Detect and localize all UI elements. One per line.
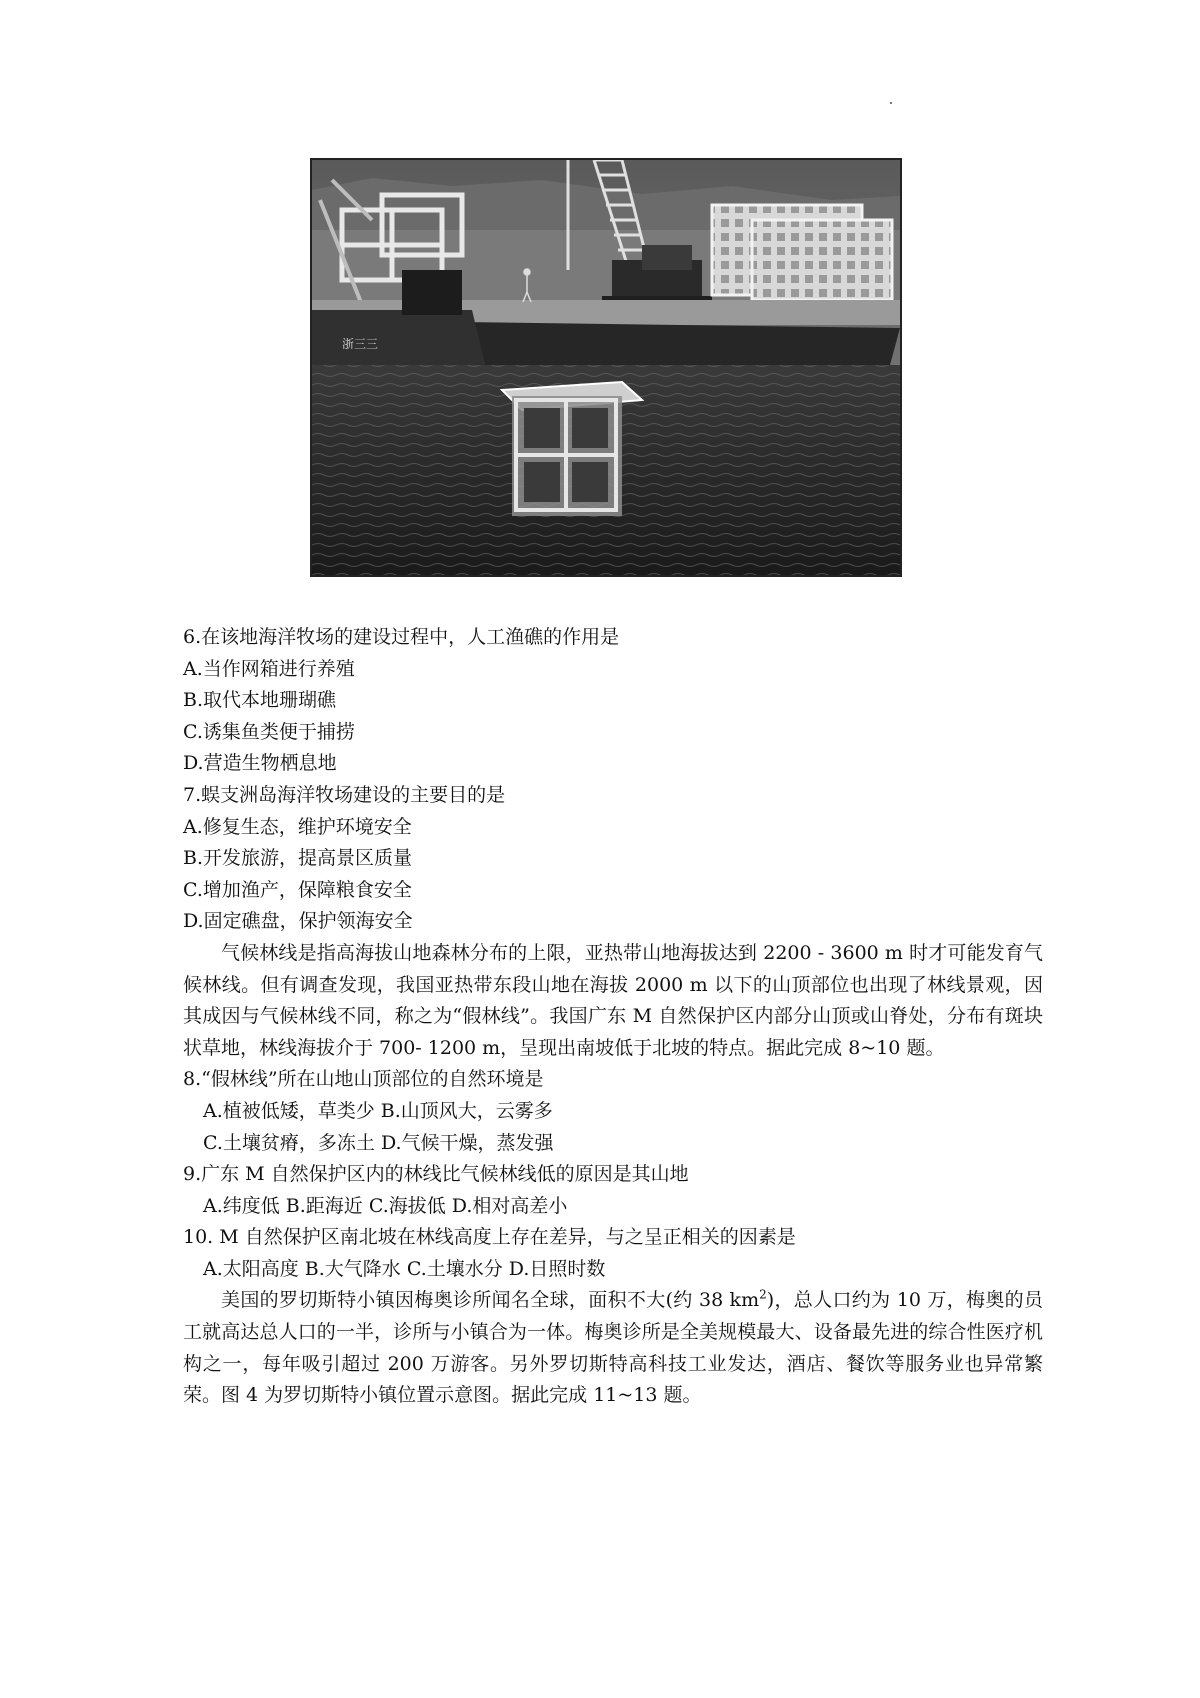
passage-rochester	[183, 1285, 1043, 1411]
passage-false-treeline: 气候林线是指高海拔山地森林分布的上限，亚热带山地海拔达到 2200 - 3600 m 时才可能发育气候林线。但有调查发现，我国亚热带东段山地在海拔 2000 m 以下的山顶部位也出现了林线景观，因其成因与气候林线不同，称之为“假林线”。我国广东 M 自然保护区内部分山顶或山脊处，分布有斑块状草地，林线海拔介于 700- 1200 m，呈现出南坡低于北坡的特点。据此完成 8~10 题。	[183, 941, 1043, 1059]
question-9-stem: 9.广东 M 自然保护区内的林线比气候林线低的原因是其山地	[183, 1163, 689, 1186]
question-10-options: A.太阳高度 B.大气降水 C.土壤水分 D.日照时数	[203, 1257, 606, 1280]
question-7-option-d: D.固定礁盘，保护领海安全	[183, 910, 413, 933]
passage-rochester-superscript: 2	[759, 1288, 767, 1303]
question-7-option-b: B.开发旅游，提高景区质量	[183, 847, 413, 870]
passage-rochester-part2: )，总人口约为 10 万，梅奥的员工就高达总人口的一半，诊所与小镇合为一体。梅奥诊所是全美规模最大、设备最先进的综合性医疗机构之一，每年吸引超过 200 万游客。另外罗切斯特高科技工业发达，酒店、餐饮等服务业也异常繁荣。图 4 为罗切斯特小镇位置示意图。据此完成 11~13 题。	[183, 1289, 1044, 1407]
question-9-options: A.纬度低 B.距海近 C.海拔低 D.相对高差小	[203, 1194, 568, 1217]
question-6-stem: 6.在该地海洋牧场的建设过程中，人工渔礁的作用是	[183, 626, 620, 648]
question-8-options-ab: A.植被低矮，草类少 B.山顶风大，云雾多	[203, 1099, 553, 1122]
boat-label: 浙三三	[342, 337, 379, 351]
question-8-options-cd: C.土壤贫瘠，多冻土 D.气候干燥，蒸发强	[203, 1131, 554, 1154]
question-7-stem: 7.蜈支洲岛海洋牧场建设的主要目的是	[183, 783, 506, 806]
right-cage-stack	[712, 205, 892, 300]
artificial-reef-photo	[312, 160, 900, 575]
question-10-stem: 10. M 自然保护区南北坡在林线高度上存在差异，与之呈正相关的因素是	[183, 1226, 796, 1249]
question-6-option-c: C.诱集鱼类便于捕捞	[183, 720, 355, 743]
scan-speck	[890, 102, 892, 104]
question-6-option-a: A.当作网箱进行养殖	[183, 657, 355, 680]
exam-text	[183, 622, 1043, 1412]
submerged-reef-cube	[502, 382, 642, 516]
question-7-option-c: C.增加渔产，保障粮食安全	[183, 878, 412, 901]
question-6-option-d: D.营造生物栖息地	[183, 752, 337, 775]
question-7-option-a: A.修复生态，维护环境安全	[183, 815, 412, 838]
question-8-stem: 8.“假林线”所在山地山顶部位的自然环境是	[183, 1068, 544, 1091]
figure-photo	[310, 158, 902, 577]
question-6-option-b: B.取代本地珊瑚礁	[183, 689, 337, 712]
passage-rochester-part1: 美国的罗切斯特小镇因梅奥诊所闻名全球，面积不大(约 38 km	[221, 1289, 760, 1312]
